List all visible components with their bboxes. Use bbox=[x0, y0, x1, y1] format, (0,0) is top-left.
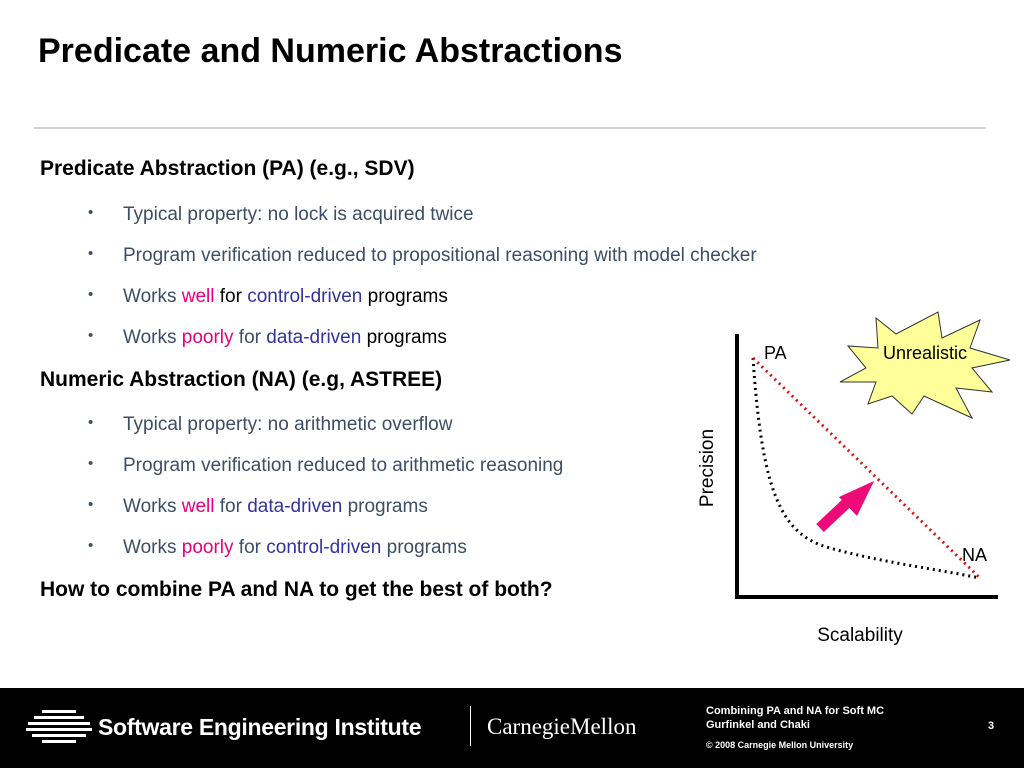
word-for: for bbox=[233, 537, 267, 558]
page-number: 3 bbox=[988, 720, 995, 732]
bullet-dot: • bbox=[88, 496, 94, 513]
sei-name: Software Engineering Institute bbox=[98, 714, 422, 740]
pa-heading: Predicate Abstraction (PA) (e.g., SDV) bbox=[40, 157, 415, 180]
bullet-dot: • bbox=[88, 204, 94, 221]
word-works: Works bbox=[123, 327, 182, 348]
word-data-driven: data-driven bbox=[247, 496, 343, 517]
word-for: for bbox=[233, 327, 267, 348]
na-bullet-2-text: Program verification reduced to arithmetic reasoning bbox=[123, 455, 564, 476]
footer-bar bbox=[0, 688, 1024, 768]
precision-scalability-diagram bbox=[680, 290, 1024, 660]
word-programs: programs bbox=[381, 537, 467, 558]
cmu-wordmark: CarnegieMellon bbox=[487, 714, 637, 739]
word-control-driven: control-driven bbox=[247, 286, 363, 307]
y-axis-label: Precision bbox=[697, 428, 718, 508]
word-for: for bbox=[214, 496, 248, 517]
na-bullet-1-text: Typical property: no arithmetic overflow bbox=[123, 414, 453, 435]
word-programs: programs bbox=[362, 286, 448, 307]
title-divider bbox=[34, 127, 986, 129]
word-data-driven: data-driven bbox=[266, 327, 362, 348]
word-poorly: poorly bbox=[181, 327, 234, 348]
word-well: well bbox=[181, 286, 215, 307]
pa-point-label: PA bbox=[764, 343, 787, 363]
word-poorly: poorly bbox=[181, 537, 234, 558]
footer-separator bbox=[470, 706, 471, 746]
slide-title: Predicate and Numeric Abstractions bbox=[38, 32, 623, 70]
na-point-label: NA bbox=[962, 545, 988, 565]
bullet-dot: • bbox=[88, 414, 94, 431]
na-bullet-3-text bbox=[123, 496, 428, 518]
word-control-driven: control-driven bbox=[266, 537, 382, 558]
footer-presentation-title: Combining PA and NA for Soft MC bbox=[706, 705, 885, 717]
pa-bullet-4-text bbox=[123, 327, 447, 349]
word-well: well bbox=[181, 496, 215, 517]
word-for: for bbox=[214, 286, 248, 307]
word-works: Works bbox=[123, 537, 182, 558]
unrealistic-burst bbox=[840, 312, 1010, 418]
bullet-dot: • bbox=[88, 327, 94, 344]
question-heading: How to combine PA and NA to get the best of both? bbox=[40, 578, 553, 601]
pa-bullet-2-text: Program verification reduced to propositional reasoning with model checker bbox=[123, 245, 757, 266]
word-works: Works bbox=[123, 496, 182, 517]
footer-copyright: © 2008 Carnegie Mellon University bbox=[706, 740, 854, 750]
na-heading: Numeric Abstraction (NA) (e.g, ASTREE) bbox=[40, 368, 443, 391]
sei-globe-icon bbox=[26, 708, 92, 744]
x-axis-label: Scalability bbox=[817, 625, 903, 646]
unrealistic-label: Unrealistic bbox=[882, 343, 968, 363]
bullet-dot: • bbox=[88, 537, 94, 554]
bullet-dot: • bbox=[88, 245, 94, 262]
word-works: Works bbox=[123, 286, 182, 307]
pa-bullet-3-text bbox=[123, 286, 448, 308]
bullet-dot: • bbox=[88, 286, 94, 303]
word-programs: programs bbox=[361, 327, 447, 348]
word-programs: programs bbox=[342, 496, 428, 517]
na-bullet-4-text bbox=[123, 537, 467, 559]
bullet-dot: • bbox=[88, 455, 94, 472]
pa-bullet-1-text: Typical property: no lock is acquired twice bbox=[123, 204, 474, 225]
footer-authors: Gurfinkel and Chaki bbox=[706, 719, 810, 731]
